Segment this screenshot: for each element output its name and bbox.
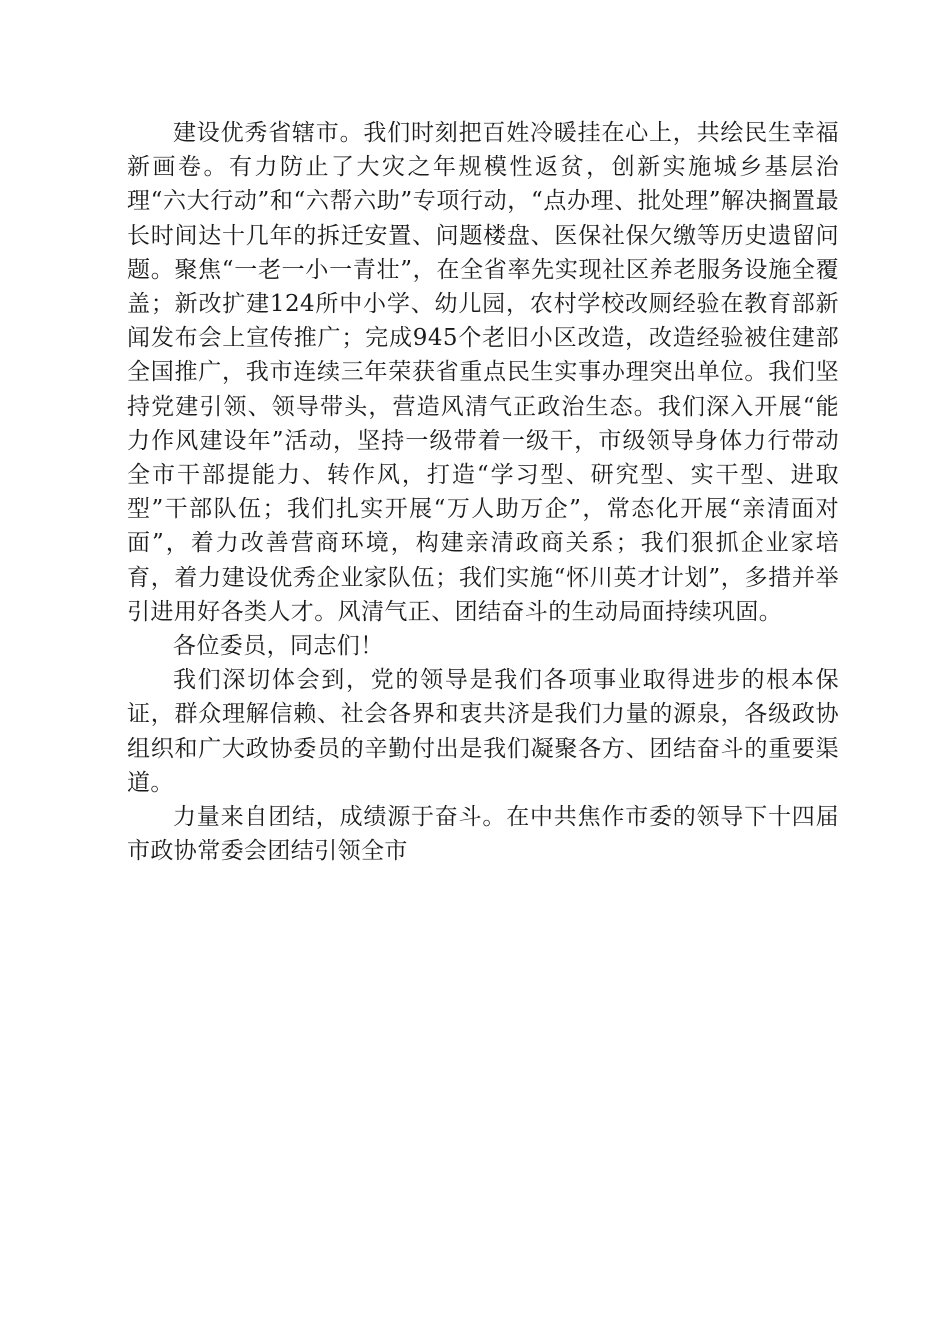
paragraph-achievements: 建设优秀省辖市。我们时刻把百姓冷暖挂在心上，共绘民生幸福新画卷。有力防止了大灾之年规模性返贫，创新实施城乡基层治理“六大行动”和“六帮六助”专项行动，“点办理、批处理”解决搁置最长时间达十几年的拆迁安置、问题楼盘、医保社保欠缴等历史遗留问题。聚焦“一老一小一青壮”，在全省率先实现社区养老服务设施全覆盖；新改扩建124所中小学、幼儿园，农村学校改厕经验在教育部新闻发布会上宣传推广；完成945个老旧小区改造，改造经验被住建部全国推广，我市连续三年荣获省重点民生实事办理突出单位。我们坚持党建引领、领导带头，营造风清气正政治生态。我们深入开展“能力作风建设年”活动，坚持一级带着一级干，市级领导身体力行带动全市干部提能力、转作风，打造“学习型、研究型、实干型、进取型”干部队伍；我们扎实开展“万人助万企”，常态化开展“亲清面对面”，着力改善营商环境，构建亲清政商关系；我们狠抓企业家培育，着力建设优秀企业家队伍；我们实施“怀川英才计划”，多措并举引进用好各类人才。风清气正、团结奋斗的生动局面持续巩固。 <box>127 120 839 625</box>
paragraph-salutation: 各位委员，同志们！ <box>173 633 384 660</box>
paragraph-continuation: 力量来自团结，成绩源于奋斗。在中共焦作市委的领导下十四届市政协常委会团结引领全市 <box>127 804 839 865</box>
document-body <box>127 116 839 868</box>
paragraph-reflection: 我们深切体会到，党的领导是我们各项事业取得进步的根本保证，群众理解信赖、社会各界和衷共济是我们力量的源泉，各级政协组织和广大政协委员的辛勤付出是我们凝聚各方、团结奋斗的重要渠道。 <box>127 667 839 796</box>
